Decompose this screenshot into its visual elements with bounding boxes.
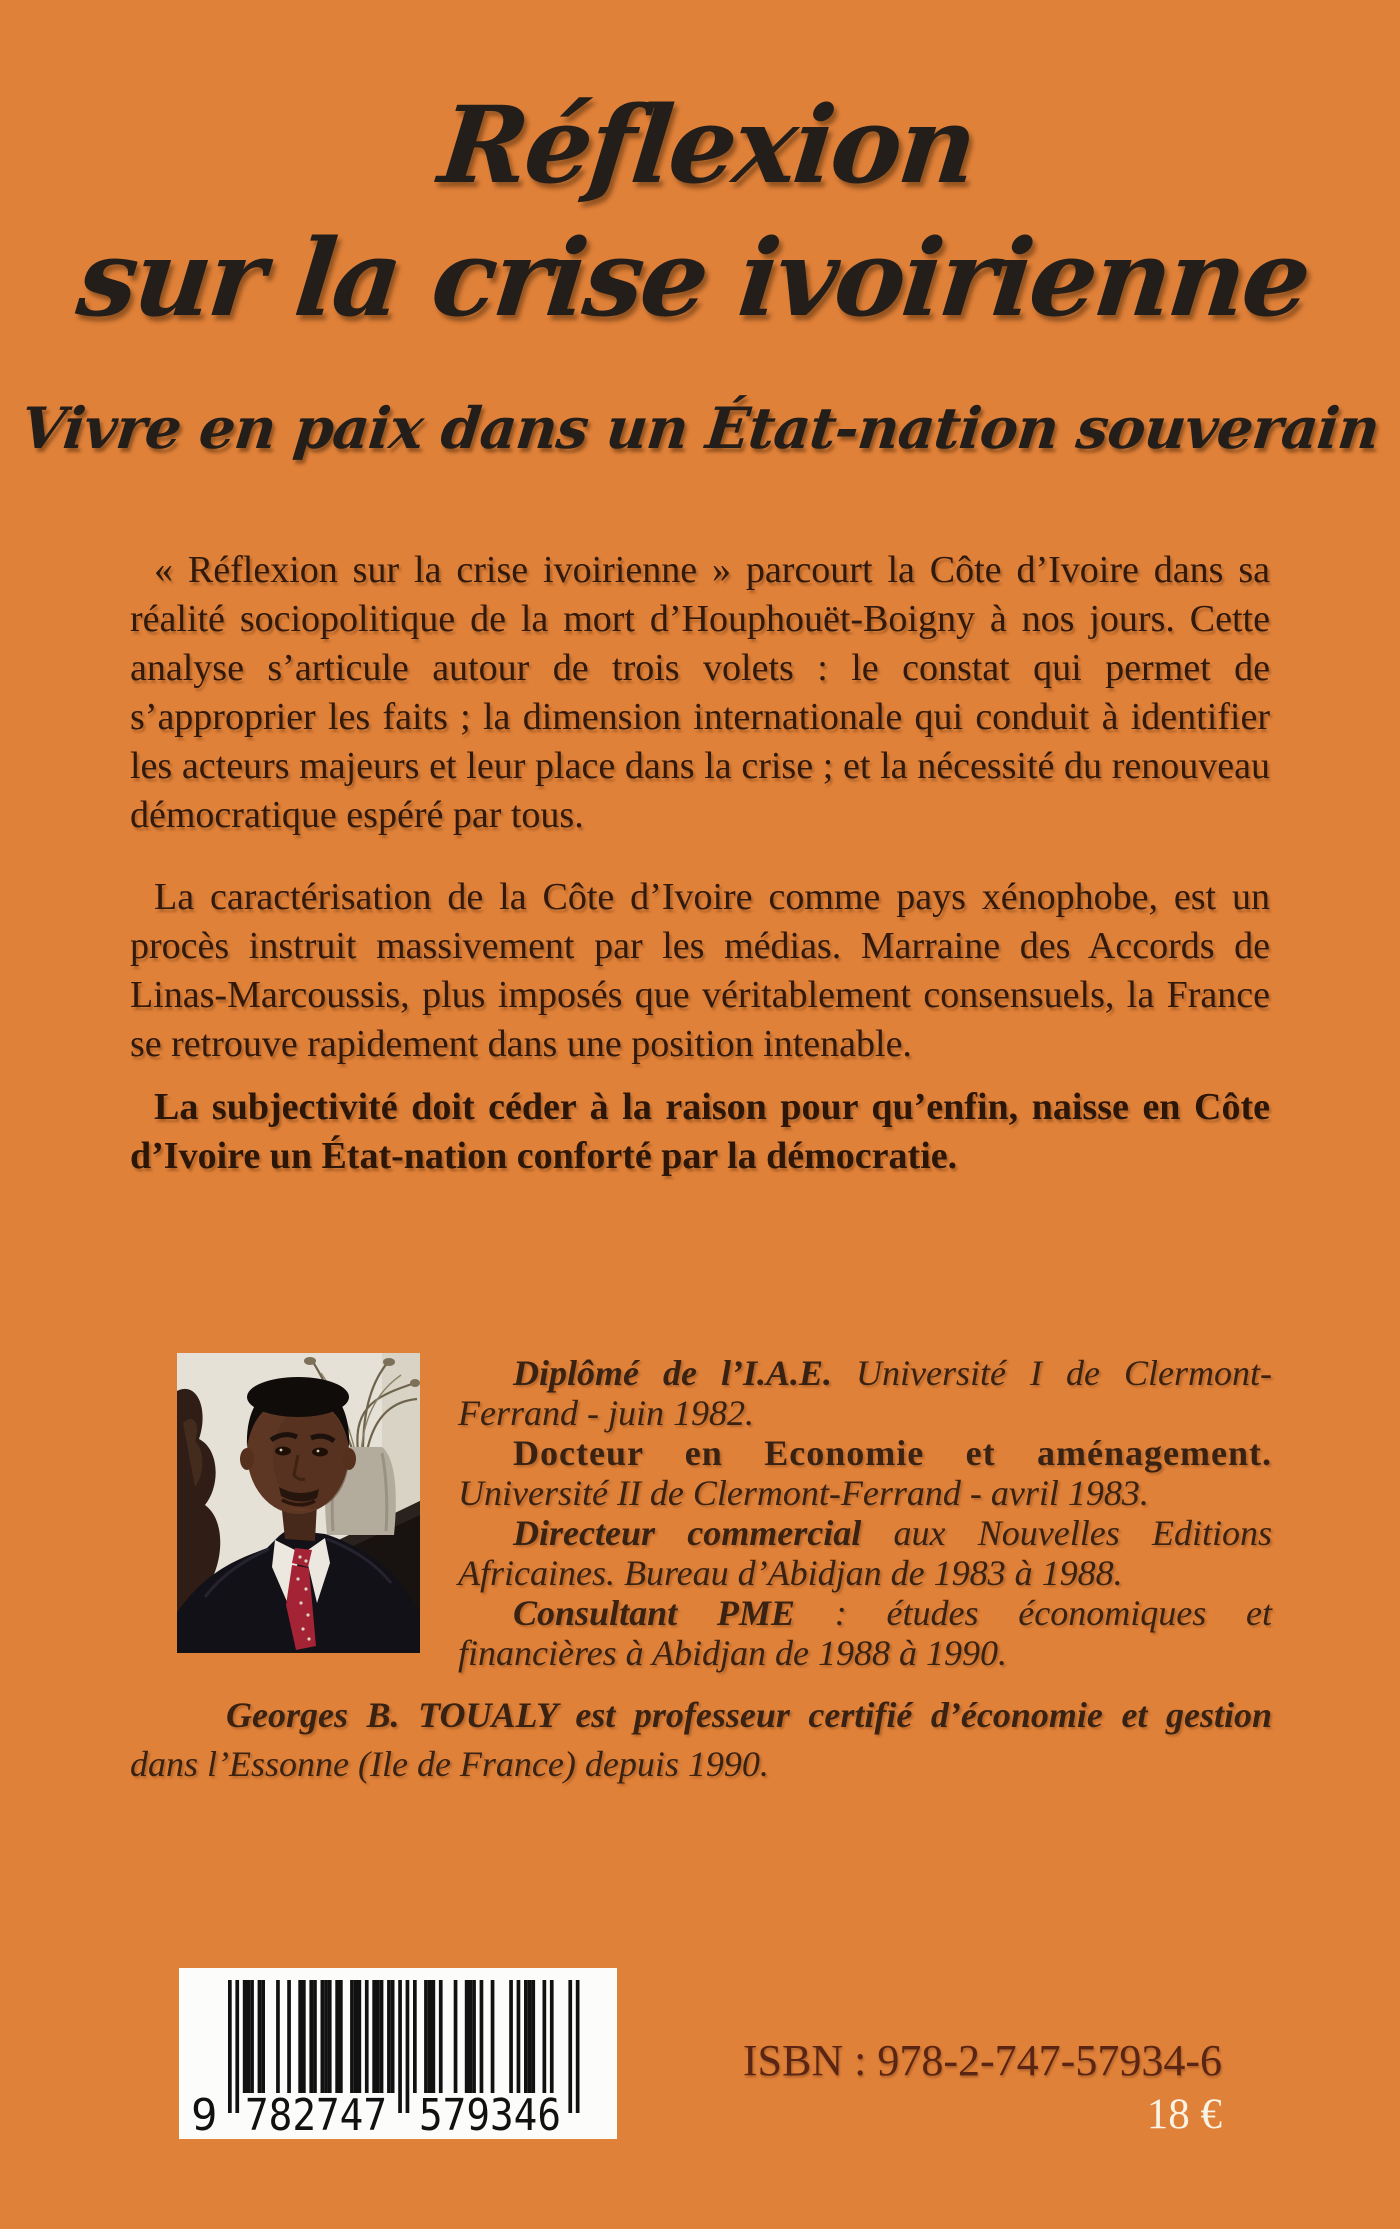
barcode-digits-right: 579346 — [419, 2090, 561, 2139]
synopsis-paragraph-3: La subjectivité doit céder à la raison pour qu’enfin, naisse en Côte d’Ivoire un État-nation conforté par la démocratie. — [130, 1086, 1270, 1177]
bio-entry — [458, 1513, 1272, 1593]
bio-entry-lead: Diplômé de l’I.A.E. — [513, 1353, 833, 1393]
bio-footer-lead: Georges B. TOUALY est professeur certifié d’économie et gestion — [226, 1695, 1272, 1735]
synopsis-paragraph-1: « Réflexion sur la crise ivoirienne » parcourt la Côte d’Ivoire dans sa réalité sociopolitique de la mort d’Houphouët-Boigny à nos jours. Cette analyse s’articule autour de trois volets : le constat qui permet de s’approprier les faits ; la dimension internationale qui conduit à identifier les acteurs majeurs et leur place dans la crise ; et la nécessité du renouveau démocratique espéré par tous. — [130, 549, 1270, 836]
book-title-line1: Réflexion — [433, 82, 981, 207]
bio-entries — [458, 1353, 1272, 1673]
price-label: 18 € — [1146, 2091, 1222, 2138]
bio-footer — [130, 1691, 1272, 1789]
barcode-digit-first: 9 — [191, 2090, 218, 2139]
bio-footer-text: dans l’Essonne (Ile de France) depuis 1990. — [130, 1744, 769, 1784]
author-photo — [177, 1353, 420, 1653]
bio-entry-text: aux Nouvelles Editions Africaines. Bureau d’Abidjan de 1983 à 1988. — [458, 1513, 1272, 1593]
synopsis — [130, 546, 1270, 1181]
book-title — [0, 78, 1400, 344]
barcode-digits-left: 782747 — [245, 2090, 387, 2139]
bio-entry-text: Université I de Clermont-Ferrand - juin 1982. — [458, 1353, 1272, 1433]
bio-entry-text: : études économiques et financières à Abidjan de 1988 à 1990. — [458, 1593, 1272, 1673]
bio-entry — [458, 1353, 1272, 1433]
bio-entry-text: Université II de Clermont-Ferrand - avril 1983. — [458, 1473, 1149, 1513]
bio-entry-lead: Consultant PME — [513, 1593, 795, 1633]
barcode — [179, 1968, 617, 2139]
bio-entry — [458, 1433, 1272, 1513]
bio-entry-lead: Directeur commercial — [513, 1513, 862, 1553]
book-subtitle: Vivre en paix dans un État-nation souverain — [17, 395, 1383, 462]
author-portrait-illustration — [177, 1353, 420, 1653]
author-bio — [130, 1353, 1272, 1784]
bio-entry — [458, 1593, 1272, 1673]
book-title-line2: sur la crise ivoirienne — [71, 215, 1315, 340]
bio-entry-lead: Docteur en Economie et aménagement. — [513, 1433, 1272, 1473]
barcode-svg — [179, 1968, 617, 2139]
synopsis-paragraph-2: La caractérisation de la Côte d’Ivoire comme pays xénophobe, est un procès instruit massivement par les médias. Marraine des Accords de Linas-Marcoussis, plus imposés que véritablement consensuels, la France se retrouve rapidement dans une position intenable. — [130, 876, 1270, 1065]
isbn-label: ISBN : 978-2-747-57934-6 — [742, 2036, 1222, 2085]
